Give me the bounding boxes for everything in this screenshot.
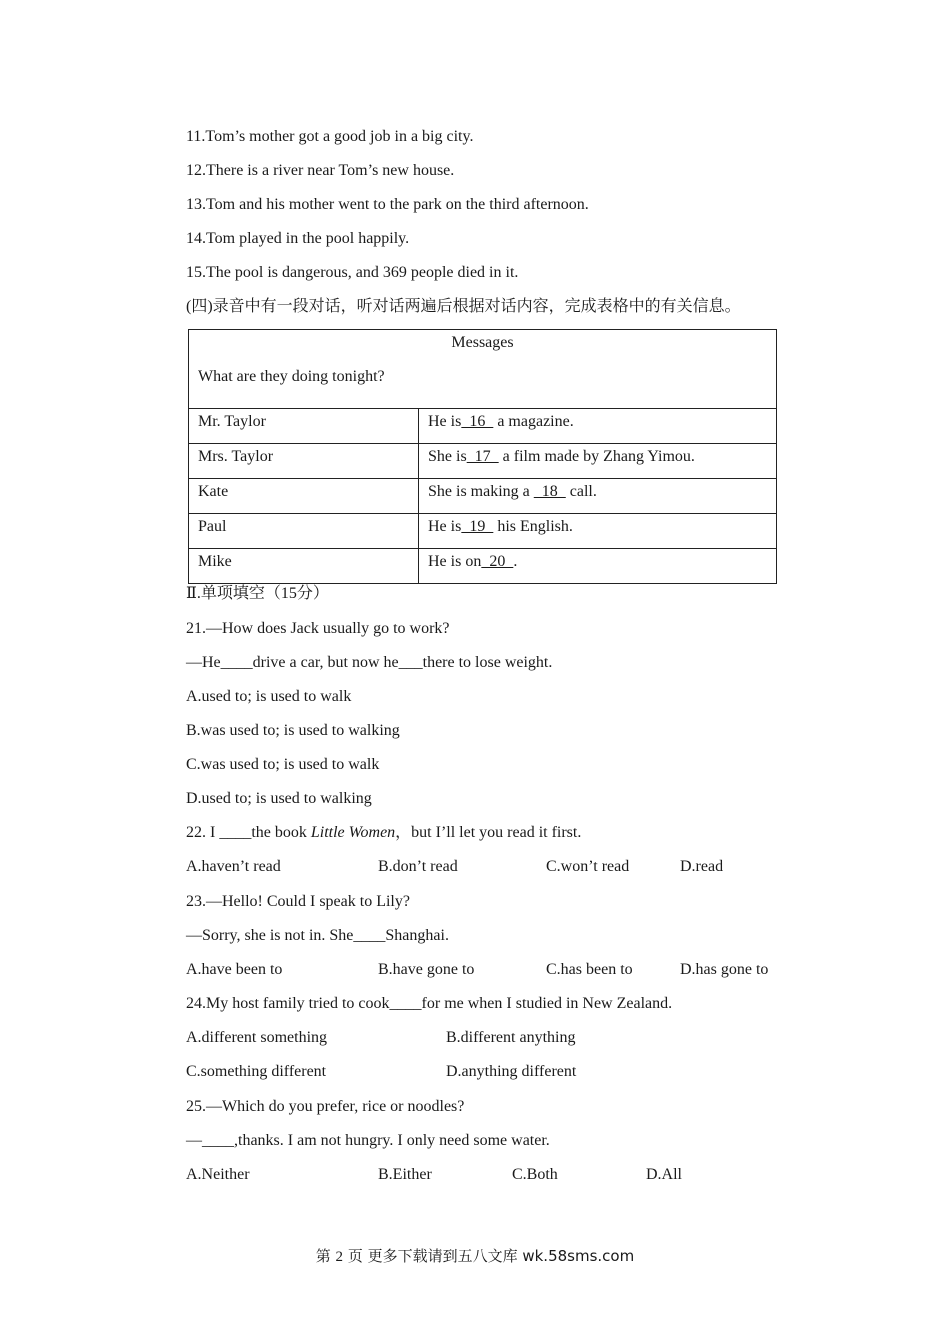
row-info: She is making a 18 call. xyxy=(419,479,777,514)
q22-option-d: D.read xyxy=(680,858,724,875)
table-row xyxy=(189,479,777,514)
answer-blank: 17 xyxy=(466,448,499,465)
q22-option-c: C.won’t read xyxy=(546,858,630,875)
q23-option-d: D.has gone to xyxy=(680,961,769,978)
book-title: Little Women xyxy=(310,824,396,841)
page-number: 2 xyxy=(335,1249,344,1265)
row-name: Kate xyxy=(189,479,419,514)
q24-stem: 24.My host family tried to cook____for me when I studied in New Zealand. xyxy=(186,995,673,1012)
row-info: She is 17 a film made by Zhang Yimou. xyxy=(419,444,777,479)
table-row xyxy=(189,409,777,444)
section-4-title: (四)录音中有一段对话，听对话两遍后根据对话内容，完成表格中的有关信息。 xyxy=(186,298,741,315)
answer-blank: 19 xyxy=(461,518,494,535)
row-name: Paul xyxy=(189,514,419,549)
q24-option-c: C.something different xyxy=(186,1063,327,1080)
table-row xyxy=(189,444,777,479)
table-question: What are they doing tonight? xyxy=(198,368,385,385)
q21-option-c: C.was used to; is used to walk xyxy=(186,756,380,773)
answer-blank: 16 xyxy=(461,413,494,430)
statement-11: 11.Tom’s mother got a good job in a big city. xyxy=(186,128,474,145)
q23-option-a: A.have been to xyxy=(186,961,283,978)
row-info: He is on 20 . xyxy=(419,549,777,584)
q24-option-d: D.anything different xyxy=(446,1063,577,1080)
messages-table xyxy=(188,329,777,584)
q24-option-b: B.different anything xyxy=(446,1029,576,1046)
q22-stem: 22. I ____the book Little Women，but I’ll let you read it first. xyxy=(186,824,582,841)
table-header-cell xyxy=(189,330,777,409)
q25-stem-2: —____,thanks. I am not hungry. I only need some water. xyxy=(186,1132,550,1149)
q23-stem-2: —Sorry, she is not in. She____Shanghai. xyxy=(186,927,449,944)
statement-14: 14.Tom played in the pool happily. xyxy=(186,230,410,247)
q21-stem: 21.—How does Jack usually go to work? xyxy=(186,620,450,637)
q21-option-d: D.used to; is used to walking xyxy=(186,790,372,807)
answer-blank: 20 xyxy=(481,553,514,570)
page-footer: 第 2 页 更多下载请到五八文库 wk.58sms.com xyxy=(315,1247,635,1265)
row-name: Mr. Taylor xyxy=(189,409,419,444)
q25-option-d: D.All xyxy=(646,1166,682,1183)
row-name: Mrs. Taylor xyxy=(189,444,419,479)
answer-blank: 18 xyxy=(533,483,566,500)
q21-option-a: A.used to; is used to walk xyxy=(186,688,352,705)
q23-option-b: B.have gone to xyxy=(378,961,475,978)
statement-12: 12.There is a river near Tom’s new house. xyxy=(186,162,455,179)
table-row xyxy=(189,514,777,549)
q22-option-b: B.don’t read xyxy=(378,858,458,875)
q25-option-b: B.Either xyxy=(378,1166,432,1183)
q23-option-c: C.has been to xyxy=(546,961,633,978)
statement-15: 15.The pool is dangerous, and 369 people died in it. xyxy=(186,264,519,281)
q21-option-b: B.was used to; is used to walking xyxy=(186,722,400,739)
section-2-title: Ⅱ.单项填空（15分） xyxy=(186,585,329,602)
q24-option-a: A.different something xyxy=(186,1029,328,1046)
q25-option-a: A.Neither xyxy=(186,1166,250,1183)
q25-option-c: C.Both xyxy=(512,1166,558,1183)
row-name: Mike xyxy=(189,549,419,584)
q22-option-a: A.haven’t read xyxy=(186,858,281,875)
row-info: He is 16 a magazine. xyxy=(419,409,777,444)
row-info: He is 19 his English. xyxy=(419,514,777,549)
statement-13: 13.Tom and his mother went to the park on the third afternoon. xyxy=(186,196,589,213)
q23-stem: 23.—Hello! Could I speak to Lily? xyxy=(186,893,410,910)
table-row xyxy=(189,549,777,584)
q21-stem-2: —He____drive a car, but now he___there to lose weight. xyxy=(186,654,553,671)
table-title: Messages xyxy=(451,334,514,351)
q25-stem: 25.—Which do you prefer, rice or noodles? xyxy=(186,1098,465,1115)
